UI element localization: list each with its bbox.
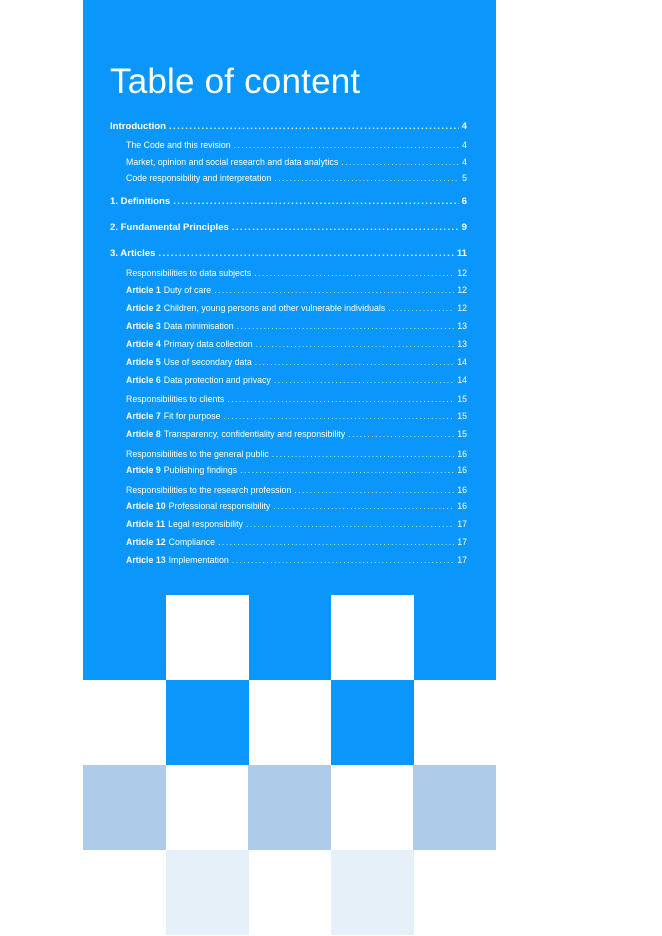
toc-entry-label: Legal responsibility	[168, 519, 243, 529]
toc-entry[interactable]	[126, 449, 467, 462]
toc-page-number: 6	[461, 196, 467, 207]
toc-entry-prefix: Article 8	[126, 429, 161, 439]
toc-page-number: 13	[457, 339, 467, 349]
toc-entry-prefix: Article 7	[126, 411, 161, 421]
decor-tile	[248, 765, 331, 850]
toc-leader-dots	[240, 465, 454, 475]
toc-leader-dots	[274, 375, 454, 385]
toc-entry-label: Responsibilities to data subjects	[126, 268, 252, 278]
toc-page-number: 12	[457, 285, 467, 295]
toc-entry[interactable]	[126, 485, 467, 498]
toc-entry-label: Data minimisation	[163, 321, 234, 331]
toc-page-number: 4	[462, 157, 467, 167]
toc-leader-dots	[274, 173, 459, 183]
toc-page-number: 14	[457, 357, 467, 367]
toc-page-number: 12	[457, 303, 467, 313]
toc-entry-prefix: Article 4	[126, 339, 161, 349]
toc-entry-label: 1. Definitions	[110, 196, 171, 207]
toc-entry[interactable]	[126, 394, 467, 407]
decor-tile	[331, 850, 414, 935]
toc-leader-dots	[272, 449, 454, 459]
toc-leader-dots	[348, 429, 454, 439]
toc-leader-dots	[255, 357, 454, 367]
toc-entry[interactable]	[126, 375, 467, 388]
toc-leader-dots	[218, 537, 454, 547]
toc-leader-dots	[232, 555, 454, 565]
toc-entry[interactable]	[126, 357, 467, 370]
toc-entry-prefix: Article 3	[126, 321, 161, 331]
toc-entry[interactable]	[126, 339, 467, 352]
toc-entry[interactable]	[126, 173, 467, 186]
toc-entry-label: Code responsibility and interpretation	[126, 173, 272, 183]
toc-entry[interactable]	[126, 429, 467, 442]
toc-page-number: 16	[457, 485, 467, 495]
decor-tile	[331, 680, 414, 765]
toc-page-number: 17	[457, 519, 467, 529]
toc-entry[interactable]	[110, 121, 467, 134]
toc-page-number: 5	[462, 173, 467, 183]
toc-page-number: 16	[457, 501, 467, 511]
toc-entry-label: Responsibilities to the general public	[126, 449, 269, 459]
toc-page-number: 4	[462, 140, 467, 150]
toc-entry-prefix: Article 5	[126, 357, 161, 367]
toc-entry[interactable]	[126, 140, 467, 153]
toc-entry-label: Responsibilities to clients	[126, 394, 225, 404]
decor-tile	[83, 765, 166, 850]
toc-leader-dots	[246, 519, 454, 529]
toc-entry-label: Market, opinion and social research and data analytics	[126, 157, 339, 167]
toc-entry-label: Introduction	[110, 121, 166, 132]
toc-entry-prefix: Article 6	[126, 375, 161, 385]
toc-entry-label: Data protection and privacy	[163, 375, 271, 385]
toc-page-number: 15	[457, 429, 467, 439]
toc-entry[interactable]	[126, 519, 467, 532]
toc-leader-dots	[237, 321, 455, 331]
toc-entry-label: Implementation	[168, 555, 229, 565]
toc-entry-label: Responsibilities to the research profession	[126, 485, 292, 495]
toc-page-number: 17	[457, 537, 467, 547]
toc-leader-dots	[256, 339, 455, 349]
toc-page-number: 15	[457, 394, 467, 404]
toc-entry[interactable]	[126, 303, 467, 316]
toc-leader-dots	[173, 196, 458, 207]
toc-entry-label: Children, young persons and other vulnerable individuals	[163, 303, 386, 313]
toc-entry-label: 2. Fundamental Principles	[110, 222, 229, 233]
toc-entry-prefix: Article 10	[126, 501, 166, 511]
toc-entry[interactable]	[126, 321, 467, 334]
toc-entry[interactable]	[126, 501, 467, 514]
toc-entry[interactable]	[126, 268, 467, 281]
toc-leader-dots	[159, 248, 454, 259]
toc-leader-dots	[227, 394, 454, 404]
toc-entry-label: Primary data collection	[163, 339, 253, 349]
toc-page-number: 11	[456, 248, 467, 259]
decor-tile	[331, 595, 414, 680]
toc-page-number: 15	[457, 411, 467, 421]
toc-leader-dots	[214, 285, 454, 295]
toc-entry-label: The Code and this revision	[126, 140, 231, 150]
toc-entry-prefix: Article 2	[126, 303, 161, 313]
toc-entry[interactable]	[110, 222, 467, 235]
toc-entry[interactable]	[126, 555, 467, 568]
decor-tile	[413, 765, 496, 850]
toc-page-number: 12	[457, 268, 467, 278]
toc-leader-dots	[223, 411, 454, 421]
toc-leader-dots	[234, 140, 459, 150]
toc-entry-prefix: Article 9	[126, 465, 161, 475]
toc-page-number: 4	[461, 121, 467, 132]
decor-tile	[166, 595, 249, 680]
toc-entry[interactable]	[110, 248, 467, 261]
toc-entry-label: Duty of care	[163, 285, 212, 295]
page-title: Table of content	[110, 62, 361, 101]
toc-entry[interactable]	[110, 196, 467, 209]
toc-page-number: 16	[457, 465, 467, 475]
toc-leader-dots	[273, 501, 454, 511]
toc-page-number: 16	[457, 449, 467, 459]
toc-page-number: 14	[457, 375, 467, 385]
decor-tile	[166, 680, 249, 765]
toc-entry-label: Transparency, confidentiality and responsibility	[163, 429, 346, 439]
toc-page-number: 13	[457, 321, 467, 331]
toc-page-number: 9	[461, 222, 467, 233]
toc-entry[interactable]	[126, 157, 467, 170]
toc-entry[interactable]	[126, 465, 467, 478]
toc-entry[interactable]	[126, 411, 467, 424]
decor-tile	[166, 850, 249, 935]
toc-entry-label: 3. Articles	[110, 248, 156, 259]
toc-leader-dots	[341, 157, 459, 167]
toc-page-number: 17	[457, 555, 467, 565]
toc-leader-dots	[294, 485, 454, 495]
toc-leader-dots	[254, 268, 454, 278]
toc-entry-label: Fit for purpose	[163, 411, 221, 421]
toc-entry-label: Compliance	[168, 537, 216, 547]
toc-entry-label: Use of secondary data	[163, 357, 252, 367]
toc-entry-prefix: Article 13	[126, 555, 166, 565]
toc-entry-prefix: Article 12	[126, 537, 166, 547]
toc-entry-prefix: Article 1	[126, 285, 161, 295]
toc-leader-dots	[169, 121, 459, 132]
toc-entry-label: Professional responsibility	[168, 501, 271, 511]
toc-entry[interactable]	[126, 285, 467, 298]
toc-entry[interactable]	[126, 537, 467, 550]
toc-leader-dots	[232, 222, 459, 233]
toc-entry-prefix: Article 11	[126, 519, 166, 529]
toc-leader-dots	[388, 303, 454, 313]
toc-entry-label: Publishing findings	[163, 465, 238, 475]
